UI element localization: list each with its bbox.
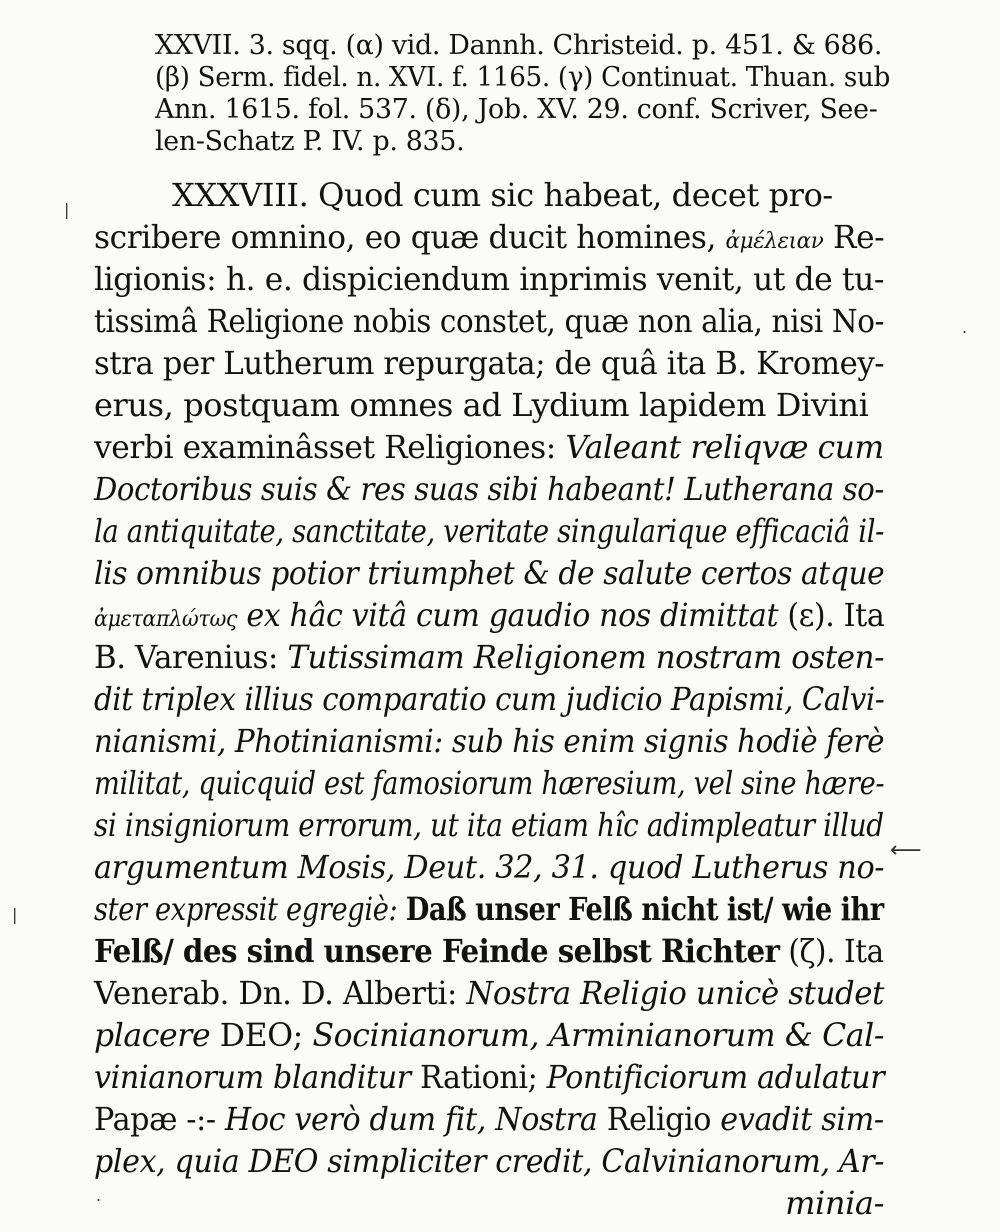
text-line bbox=[94, 300, 885, 342]
fraktur-quote: Daß unser Felß nicht ist/ wie ihr bbox=[405, 890, 884, 928]
footnote-line: (β) Serm. fidel. n. XVI. f. 1165. (γ) Continuat. Thuan. sub bbox=[155, 62, 891, 93]
text-segment: verbi examinâsset Religiones: bbox=[94, 428, 566, 466]
text-line bbox=[94, 384, 884, 426]
text-segment: Rationi; bbox=[419, 1058, 547, 1096]
page-speck: . bbox=[96, 1186, 102, 1205]
text-segment: Papæ -:- bbox=[94, 1100, 225, 1138]
text-segment: Religio bbox=[606, 1100, 721, 1138]
text-segment: plex, quia DEO simpliciter credit, Calvinianorum, Ar- bbox=[94, 1142, 885, 1180]
greek-word: ἀμεταπλώτως bbox=[94, 607, 238, 632]
text-line bbox=[94, 552, 885, 594]
text-line bbox=[94, 342, 885, 384]
text-segment: (ε). Ita bbox=[778, 596, 885, 634]
text-segment: B. Varenius: bbox=[94, 638, 288, 676]
text-segment: DEO; bbox=[219, 1016, 313, 1054]
text-line bbox=[94, 888, 884, 930]
text-line bbox=[94, 1014, 885, 1056]
text-segment: la antiquitate, sanctitate, veritate singularique efficaciâ il- bbox=[94, 512, 885, 550]
text-line bbox=[94, 258, 885, 300]
text-line bbox=[94, 468, 884, 510]
text-segment: placere bbox=[94, 1016, 220, 1054]
text-segment: evadit sim- bbox=[720, 1100, 884, 1138]
footnote-line: XXVII. 3. sqq. (α) vid. Dannh. Christeid. p. 451. & 686. bbox=[155, 30, 883, 61]
text-line bbox=[94, 804, 884, 846]
text-segment: scribere omnino, eo quæ ducit homines, bbox=[94, 218, 726, 256]
text-line bbox=[94, 636, 885, 678]
text-segment: militat, quicquid est famosiorum hæresium, vel sine hære- bbox=[94, 764, 885, 802]
text-segment: Nostra Religio unicè studet bbox=[466, 974, 885, 1012]
text-segment: Socinianorum, Arminianorum & Cal- bbox=[312, 1016, 885, 1054]
text-line bbox=[94, 426, 884, 468]
footnotes bbox=[155, 30, 895, 158]
text-segment: nianismi, Photinianismi: sub his enim signis hodiè ferè bbox=[94, 722, 885, 760]
text-line bbox=[94, 720, 885, 762]
text-line bbox=[94, 930, 884, 972]
text-line bbox=[94, 1140, 885, 1182]
text-line bbox=[94, 510, 885, 552]
margin-mark: ⟵ bbox=[890, 838, 922, 863]
text-segment: Deut. 32, 31. bbox=[404, 848, 599, 886]
text-segment: vinianorum blanditur bbox=[94, 1058, 420, 1096]
text-segment: Tutissimam Religionem nostram osten- bbox=[287, 638, 885, 676]
text-line bbox=[94, 1182, 884, 1224]
text-line bbox=[94, 678, 885, 720]
footnote-line: Ann. 1615. fol. 537. (δ), Job. XV. 29. conf. Scriver, See- bbox=[155, 94, 878, 125]
footnote-line: len-Schatz P. IV. p. 835. bbox=[155, 126, 465, 157]
text-line bbox=[94, 1056, 885, 1098]
text-segment: ster expressit egregiè: bbox=[94, 890, 406, 928]
body-text bbox=[94, 174, 884, 1224]
greek-word: ἀμέλειαν bbox=[725, 229, 824, 254]
text-segment: Hoc verò dum fit, Nostra bbox=[224, 1100, 607, 1138]
text-line bbox=[94, 972, 885, 1014]
text-segment: si insigniorum errorum, ut ita etiam hîc adimpleatur illud bbox=[94, 806, 884, 844]
text-segment: Pontificiorum adulatur bbox=[546, 1058, 885, 1096]
text-segment: lis omnibus potior triumphet & de salute certos atque bbox=[94, 554, 885, 592]
text-segment: Re- bbox=[823, 218, 885, 256]
text-segment: erus, postquam omnes ad Lydium lapidem Divini bbox=[94, 386, 869, 424]
text-line bbox=[94, 594, 885, 636]
text-segment: stra per Lutherum repurgata; de quâ ita B. Kromey- bbox=[94, 344, 885, 382]
text-segment: tissimâ Religione nobis constet, quæ non alia, nisi No- bbox=[94, 302, 885, 340]
text-segment: ex hâc vitâ cum gaudio nos dimittat bbox=[237, 596, 779, 634]
text-line bbox=[94, 216, 885, 258]
text-segment: Valeant reliqvæ cum bbox=[565, 428, 884, 466]
text-line bbox=[94, 762, 885, 804]
text-segment: dit triplex illius comparatio cum judicio Papismi, Calvi- bbox=[94, 680, 885, 718]
fraktur-quote: Felß/ des sind unsere Feinde selbst Richter bbox=[94, 932, 780, 970]
text-segment: Venerab. Dn. D. Alberti: bbox=[94, 974, 467, 1012]
text-segment: ligionis: h. e. dispiciendum inprimis venit, ut de tu- bbox=[94, 260, 885, 298]
text-line bbox=[94, 846, 885, 888]
text-segment: argumentum Mosis, bbox=[94, 848, 405, 886]
text-segment: (ζ). Ita bbox=[779, 932, 884, 970]
page-speck: | bbox=[64, 200, 70, 219]
text-segment: quod Lutherus no- bbox=[598, 848, 885, 886]
text-line bbox=[94, 1098, 884, 1140]
text-segment: XXXVIII. Quod cum sic habeat, decet pro- bbox=[172, 176, 833, 214]
page-speck: | bbox=[12, 905, 18, 924]
text-line bbox=[94, 174, 884, 216]
text-segment: Doctoribus suis & res suas sibi habeant! Lutherana so- bbox=[94, 470, 884, 508]
page-speck: . bbox=[962, 318, 968, 337]
text-segment: minia- bbox=[785, 1184, 884, 1222]
